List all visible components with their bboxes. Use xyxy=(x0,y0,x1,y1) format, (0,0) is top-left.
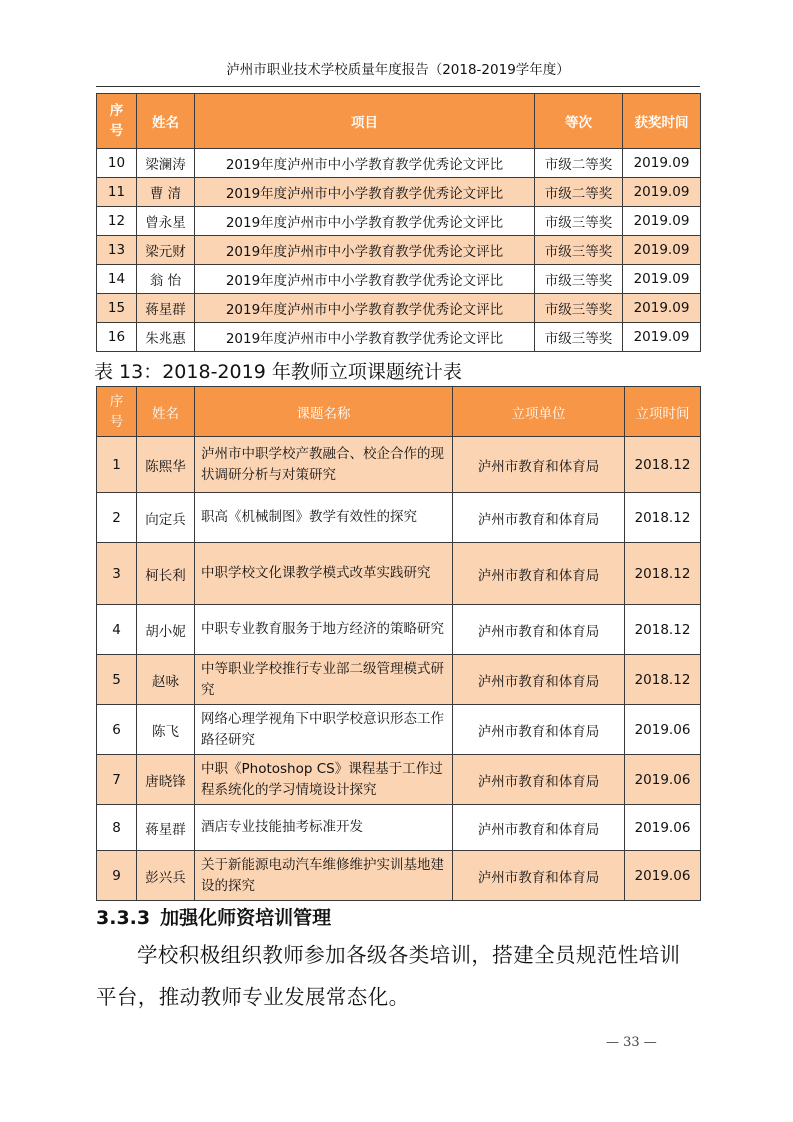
projects-table xyxy=(96,386,701,901)
cell-unit: 泸州市教育和体育局 xyxy=(453,655,625,705)
cell-unit: 泸州市教育和体育局 xyxy=(453,543,625,605)
cell-level: 市级三等奖 xyxy=(535,236,623,265)
cell-level: 市级三等奖 xyxy=(535,294,623,323)
cell-name: 梁元财 xyxy=(137,236,195,265)
cell-date: 2019.09 xyxy=(623,178,701,207)
column-header: 课题名称 xyxy=(195,387,453,437)
cell-index: 6 xyxy=(97,705,137,755)
column-header: 等次 xyxy=(535,94,623,149)
cell-index: 5 xyxy=(97,655,137,705)
cell-level: 市级三等奖 xyxy=(535,207,623,236)
header-divider xyxy=(96,86,700,87)
cell-index: 2 xyxy=(97,493,137,543)
cell-project-title: 泸州市中职学校产教融合、校企合作的现状调研分析与对策研究 xyxy=(195,437,453,493)
cell-date: 2018.12 xyxy=(625,605,701,655)
cell-date: 2019.09 xyxy=(623,294,701,323)
cell-date: 2018.12 xyxy=(625,437,701,493)
body-paragraph: 学校积极组织教师参加各级各类培训，搭建全员规范性培训平台，推动教师专业发展常态化。 xyxy=(96,943,681,1009)
cell-index: 15 xyxy=(97,294,137,323)
cell-name: 唐晓锋 xyxy=(137,755,195,805)
cell-index: 7 xyxy=(97,755,137,805)
projects-header-row xyxy=(97,387,701,437)
cell-name: 向定兵 xyxy=(137,493,195,543)
cell-name: 赵咏 xyxy=(137,655,195,705)
cell-project-title: 中职学校文化课教学模式改革实践研究 xyxy=(195,543,453,605)
column-header: 序号 xyxy=(97,94,137,149)
table-row xyxy=(97,755,701,805)
page-number: — 33 — xyxy=(606,1035,657,1050)
cell-name: 梁澜涛 xyxy=(137,149,195,178)
cell-index: 11 xyxy=(97,178,137,207)
cell-name: 陈飞 xyxy=(137,705,195,755)
table-row xyxy=(97,705,701,755)
cell-project: 2019年度泸州市中小学教育教学优秀论文评比 xyxy=(195,236,535,265)
cell-name: 翁 怡 xyxy=(137,265,195,294)
cell-unit: 泸州市教育和体育局 xyxy=(453,851,625,901)
table-row xyxy=(97,265,701,294)
cell-name: 曾永星 xyxy=(137,207,195,236)
column-header: 获奖时间 xyxy=(623,94,701,149)
table-caption: 表 13：2018-2019 年教师立项课题统计表 xyxy=(94,361,462,383)
cell-index: 16 xyxy=(97,323,137,352)
cell-project-title: 中职专业教育服务于地方经济的策略研究 xyxy=(195,605,453,655)
cell-index: 13 xyxy=(97,236,137,265)
cell-unit: 泸州市教育和体育局 xyxy=(453,437,625,493)
cell-project: 2019年度泸州市中小学教育教学优秀论文评比 xyxy=(195,207,535,236)
cell-unit: 泸州市教育和体育局 xyxy=(453,493,625,543)
cell-level: 市级二等奖 xyxy=(535,178,623,207)
cell-level: 市级三等奖 xyxy=(535,323,623,352)
cell-level: 市级二等奖 xyxy=(535,149,623,178)
cell-index: 8 xyxy=(97,805,137,851)
cell-name: 曹 清 xyxy=(137,178,195,207)
cell-date: 2018.12 xyxy=(625,655,701,705)
table-row xyxy=(97,543,701,605)
cell-date: 2019.09 xyxy=(623,207,701,236)
cell-index: 14 xyxy=(97,265,137,294)
awards-header-row xyxy=(97,94,701,149)
column-header: 序号 xyxy=(97,387,137,437)
cell-date: 2019.09 xyxy=(623,323,701,352)
table-row xyxy=(97,605,701,655)
cell-name: 蒋星群 xyxy=(137,805,195,851)
cell-index: 9 xyxy=(97,851,137,901)
cell-index: 4 xyxy=(97,605,137,655)
cell-project: 2019年度泸州市中小学教育教学优秀论文评比 xyxy=(195,178,535,207)
awards-table xyxy=(96,93,701,352)
table-row xyxy=(97,149,701,178)
cell-name: 柯长利 xyxy=(137,543,195,605)
cell-unit: 泸州市教育和体育局 xyxy=(453,705,625,755)
cell-project-title: 中职《Photoshop CS》课程基于工作过程系统化的学习情境设计探究 xyxy=(195,755,453,805)
cell-date: 2019.06 xyxy=(625,705,701,755)
cell-date: 2019.09 xyxy=(623,265,701,294)
cell-index: 3 xyxy=(97,543,137,605)
table-row xyxy=(97,178,701,207)
section-title: 加强化师资培训管理 xyxy=(160,907,332,929)
cell-name: 胡小妮 xyxy=(137,605,195,655)
section-number: 3.3.3 xyxy=(96,907,151,929)
cell-project: 2019年度泸州市中小学教育教学优秀论文评比 xyxy=(195,265,535,294)
table-row xyxy=(97,493,701,543)
cell-unit: 泸州市教育和体育局 xyxy=(453,805,625,851)
column-header: 姓名 xyxy=(137,94,195,149)
cell-name: 陈熙华 xyxy=(137,437,195,493)
cell-index: 12 xyxy=(97,207,137,236)
cell-date: 2019.09 xyxy=(623,236,701,265)
table-row xyxy=(97,207,701,236)
cell-project-title: 网络心理学视角下中职学校意识形态工作路径研究 xyxy=(195,705,453,755)
cell-date: 2018.12 xyxy=(625,543,701,605)
cell-project-title: 中等职业学校推行专业部二级管理模式研究 xyxy=(195,655,453,705)
cell-index: 1 xyxy=(97,437,137,493)
section-heading xyxy=(96,904,331,932)
cell-name: 彭兴兵 xyxy=(137,851,195,901)
cell-date: 2019.06 xyxy=(625,805,701,851)
cell-date: 2019.06 xyxy=(625,755,701,805)
cell-level: 市级三等奖 xyxy=(535,265,623,294)
table-row xyxy=(97,805,701,851)
cell-project: 2019年度泸州市中小学教育教学优秀论文评比 xyxy=(195,323,535,352)
cell-project-title: 关于新能源电动汽车维修维护实训基地建设的探究 xyxy=(195,851,453,901)
table-row xyxy=(97,851,701,901)
table-row xyxy=(97,323,701,352)
column-header: 立项单位 xyxy=(453,387,625,437)
cell-date: 2018.12 xyxy=(625,493,701,543)
cell-name: 朱兆惠 xyxy=(137,323,195,352)
cell-index: 10 xyxy=(97,149,137,178)
cell-project: 2019年度泸州市中小学教育教学优秀论文评比 xyxy=(195,294,535,323)
cell-project-title: 职高《机械制图》教学有效性的探究 xyxy=(195,493,453,543)
running-header: 泸州市职业技术学校质量年度报告（2018-2019学年度） xyxy=(226,62,570,78)
cell-unit: 泸州市教育和体育局 xyxy=(453,605,625,655)
table-row xyxy=(97,294,701,323)
cell-name: 蒋星群 xyxy=(137,294,195,323)
cell-unit: 泸州市教育和体育局 xyxy=(453,755,625,805)
column-header: 姓名 xyxy=(137,387,195,437)
cell-project-title: 酒店专业技能抽考标准开发 xyxy=(195,805,453,851)
column-header: 项目 xyxy=(195,94,535,149)
table-row xyxy=(97,236,701,265)
cell-date: 2019.06 xyxy=(625,851,701,901)
cell-date: 2019.09 xyxy=(623,149,701,178)
cell-project: 2019年度泸州市中小学教育教学优秀论文评比 xyxy=(195,149,535,178)
table-row xyxy=(97,437,701,493)
table-row xyxy=(97,655,701,705)
column-header: 立项时间 xyxy=(625,387,701,437)
